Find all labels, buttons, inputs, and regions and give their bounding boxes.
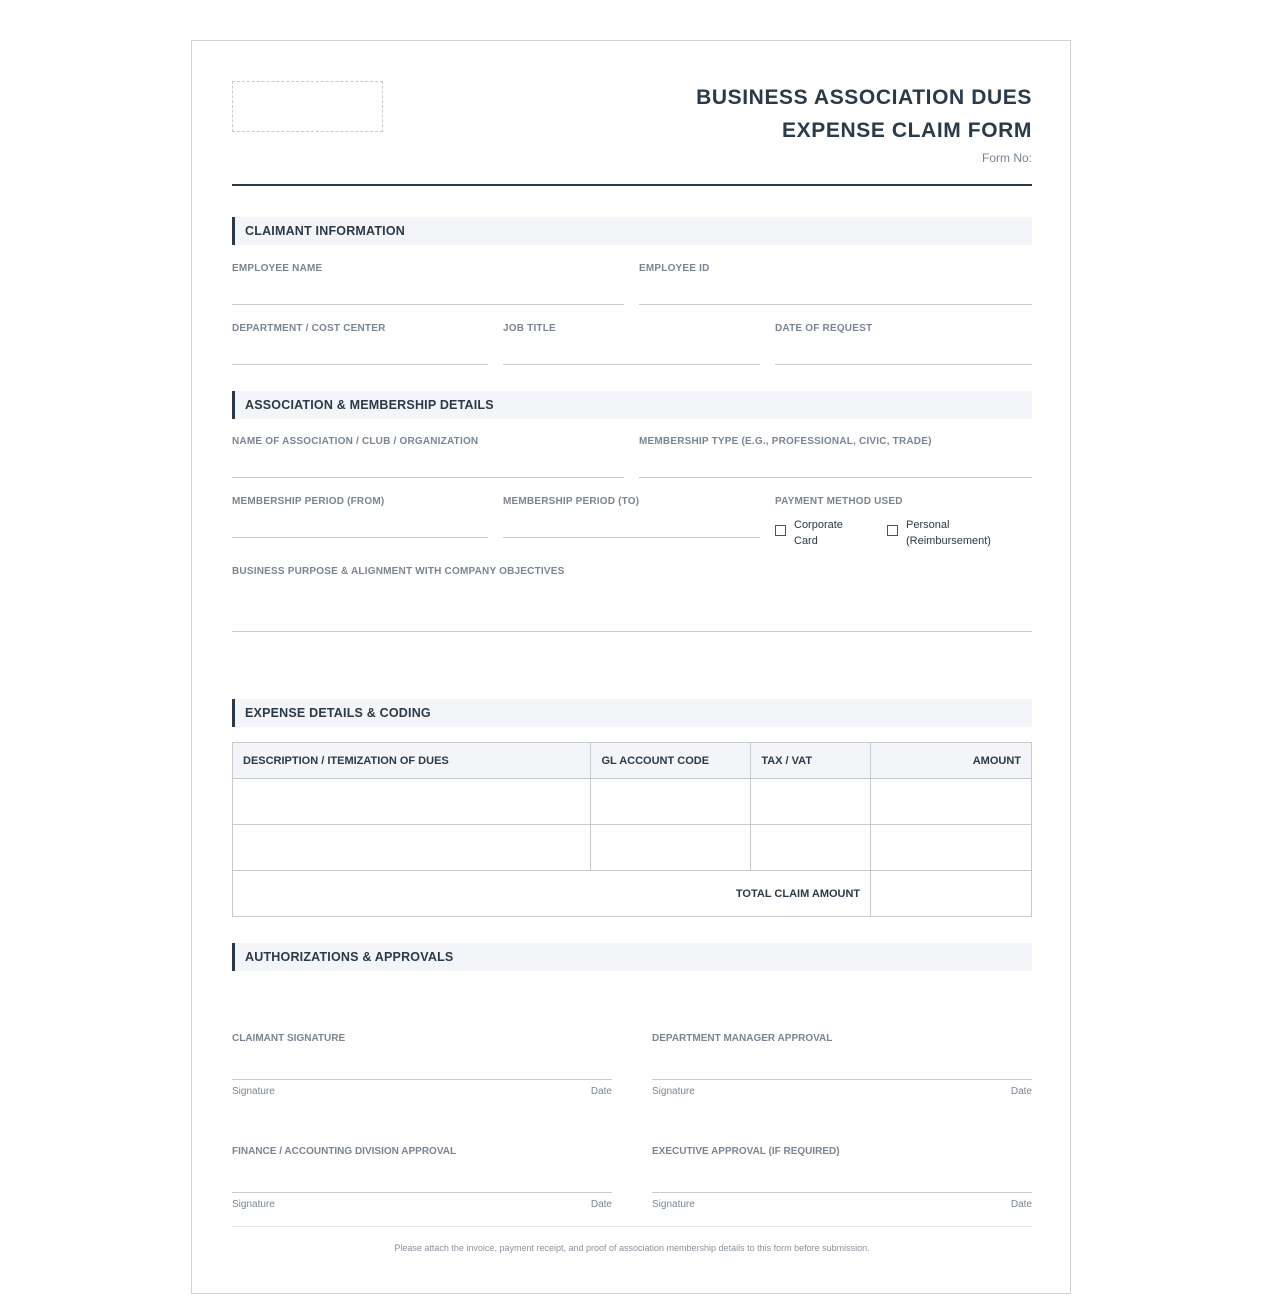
date-caption: Date xyxy=(590,1199,612,1210)
checkbox-icon[interactable] xyxy=(775,525,786,536)
section-title: CLAIMANT INFORMATION xyxy=(245,224,405,238)
table-row xyxy=(233,779,1032,825)
form-header xyxy=(696,81,1032,165)
claimant-signature-block[interactable] xyxy=(232,1033,612,1097)
table-row xyxy=(233,825,1032,871)
department-field[interactable] xyxy=(232,323,488,365)
col-header-description: DESCRIPTION / ITEMIZATION OF DUES xyxy=(233,743,591,779)
total-claim-amount-cell[interactable] xyxy=(871,871,1032,917)
association-name-line xyxy=(232,477,624,478)
period-to-field[interactable] xyxy=(503,496,760,538)
business-purpose-line xyxy=(232,631,1032,632)
footer-divider xyxy=(232,1226,1032,1227)
membership-type-field[interactable] xyxy=(639,436,1032,478)
employee-name-label: EMPLOYEE NAME xyxy=(232,263,323,274)
employee-id-label: EMPLOYEE ID xyxy=(639,263,710,274)
cell-amount[interactable] xyxy=(871,825,1032,871)
executive-approval-block[interactable] xyxy=(652,1146,1032,1210)
finance-approval-label: FINANCE / ACCOUNTING DIVISION APPROVAL xyxy=(232,1146,457,1157)
header-divider xyxy=(232,184,1032,186)
job-title-field[interactable] xyxy=(503,323,760,365)
period-to-label: MEMBERSHIP PERIOD (TO) xyxy=(503,496,640,507)
job-title-line xyxy=(503,364,760,365)
membership-type-label: MEMBERSHIP TYPE (E.G., PROFESSIONAL, CIVIC, TRADE) xyxy=(639,436,932,447)
cell-amount[interactable] xyxy=(871,779,1032,825)
personal-label-line2: (Reimbursement) xyxy=(906,535,991,547)
total-row xyxy=(233,871,1032,917)
footer-note: Please attach the invoice, payment receipt, and proof of association membership details to this form before submission. xyxy=(394,1243,870,1253)
date-of-request-label: DATE OF REQUEST xyxy=(775,323,873,334)
date-caption: Date xyxy=(590,1086,612,1097)
cell-gl-code[interactable] xyxy=(591,779,751,825)
section-expense-details xyxy=(232,699,1032,727)
signature-caption: Signature xyxy=(232,1199,275,1210)
payment-method-label: PAYMENT METHOD USED xyxy=(775,496,903,507)
total-claim-label: TOTAL CLAIM AMOUNT xyxy=(233,871,871,917)
signature-line xyxy=(232,1079,612,1080)
section-title: EXPENSE DETAILS & CODING xyxy=(245,706,431,720)
section-title: AUTHORIZATIONS & APPROVALS xyxy=(245,950,454,964)
cell-description[interactable] xyxy=(233,825,591,871)
business-purpose-field[interactable] xyxy=(232,566,1032,632)
signature-caption: Signature xyxy=(232,1086,275,1097)
date-caption: Date xyxy=(1010,1086,1032,1097)
period-from-field[interactable] xyxy=(232,496,488,538)
corporate-card-checkbox[interactable] xyxy=(775,517,843,549)
cell-description[interactable] xyxy=(233,779,591,825)
executive-approval-label: EXECUTIVE APPROVAL (IF REQUIRED) xyxy=(652,1146,840,1157)
cell-tax[interactable] xyxy=(751,779,871,825)
form-title-line2: EXPENSE CLAIM FORM xyxy=(782,119,1032,142)
finance-approval-block[interactable] xyxy=(232,1146,612,1210)
signature-date-captions xyxy=(232,1199,612,1210)
membership-type-line xyxy=(639,477,1032,478)
form-number-label: Form No: xyxy=(981,151,1032,165)
signature-line xyxy=(652,1192,1032,1193)
signature-line xyxy=(652,1079,1032,1080)
employee-name-line xyxy=(232,304,624,305)
association-name-label: NAME OF ASSOCIATION / CLUB / ORGANIZATION xyxy=(232,436,479,447)
date-of-request-field[interactable] xyxy=(775,323,1032,365)
expense-table xyxy=(232,742,1032,917)
personal-reimbursement-label xyxy=(906,517,991,549)
signature-date-captions xyxy=(232,1086,612,1097)
employee-id-field[interactable] xyxy=(639,263,1032,305)
period-from-label: MEMBERSHIP PERIOD (FROM) xyxy=(232,496,385,507)
col-header-amount: AMOUNT xyxy=(871,743,1032,779)
personal-label-line1: Personal xyxy=(906,519,950,531)
business-purpose-label: BUSINESS PURPOSE & ALIGNMENT WITH COMPANY OBJECTIVES xyxy=(232,566,565,577)
cell-gl-code[interactable] xyxy=(591,825,751,871)
date-caption: Date xyxy=(1010,1199,1032,1210)
personal-reimbursement-checkbox[interactable] xyxy=(887,517,991,549)
form-title-line1: BUSINESS ASSOCIATION DUES xyxy=(696,86,1032,109)
corporate-card-label-line1: Corporate xyxy=(794,519,843,531)
manager-approval-label: DEPARTMENT MANAGER APPROVAL xyxy=(652,1033,833,1044)
form-page xyxy=(191,40,1071,1294)
col-header-gl-code: GL ACCOUNT CODE xyxy=(591,743,751,779)
department-line xyxy=(232,364,488,365)
claimant-signature-label: CLAIMANT SIGNATURE xyxy=(232,1033,346,1044)
col-header-tax: TAX / VAT xyxy=(751,743,871,779)
signature-date-captions xyxy=(652,1086,1032,1097)
signature-caption: Signature xyxy=(652,1199,695,1210)
period-to-line xyxy=(503,537,760,538)
cell-tax[interactable] xyxy=(751,825,871,871)
date-of-request-line xyxy=(775,364,1032,365)
job-title-label: JOB TITLE xyxy=(503,323,556,334)
period-from-line xyxy=(232,537,488,538)
employee-id-line xyxy=(639,304,1032,305)
association-name-field[interactable] xyxy=(232,436,624,478)
manager-approval-block[interactable] xyxy=(652,1033,1032,1097)
logo-placeholder xyxy=(232,81,383,132)
section-approvals xyxy=(232,943,1032,971)
signature-caption: Signature xyxy=(652,1086,695,1097)
signature-line xyxy=(232,1192,612,1193)
signature-date-captions xyxy=(652,1199,1032,1210)
checkbox-icon[interactable] xyxy=(887,525,898,536)
corporate-card-label-line2: Card xyxy=(794,535,818,547)
department-label: DEPARTMENT / COST CENTER xyxy=(232,323,386,334)
corporate-card-label xyxy=(794,517,843,549)
section-association-details xyxy=(232,391,1032,419)
table-header-row xyxy=(233,743,1032,779)
section-claimant-information xyxy=(232,217,1032,245)
section-title: ASSOCIATION & MEMBERSHIP DETAILS xyxy=(245,398,494,412)
employee-name-field[interactable] xyxy=(232,263,624,305)
